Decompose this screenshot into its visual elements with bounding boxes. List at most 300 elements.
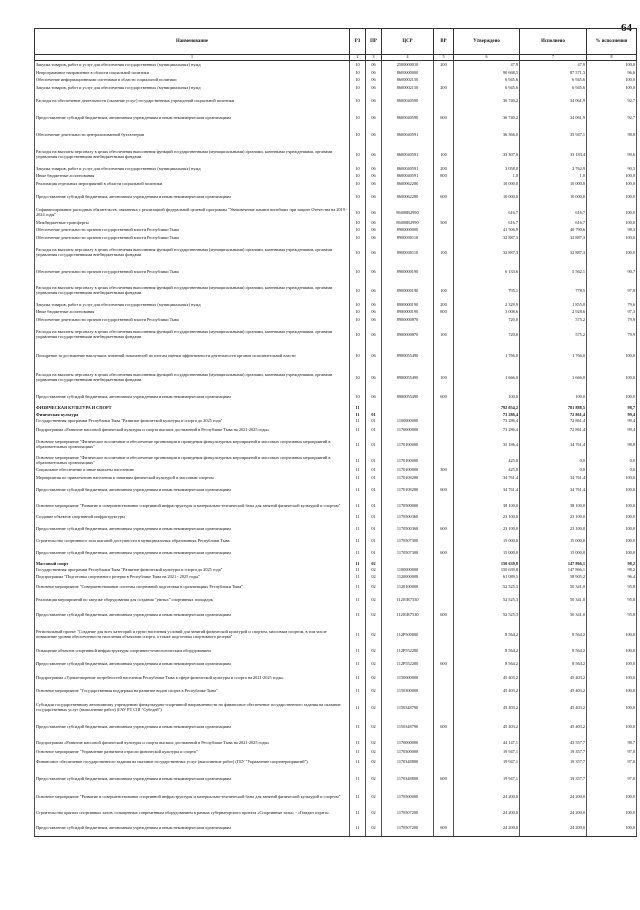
cell-rz: 10 [350, 84, 366, 93]
cell-approved: 720,0 [454, 324, 520, 346]
cell-pr: 06 [366, 220, 382, 227]
cell-executed: 8 564,2 [520, 657, 587, 672]
cell-vr [434, 672, 454, 685]
cell-approved: 45 403,2 [454, 698, 520, 718]
cell-name: Закупка товаров, работ и услуг для обеспечения государственных (муниципальных) нужд [35, 84, 350, 93]
table-row [35, 173, 637, 180]
cell-percent: 100,0 [587, 180, 637, 188]
cell-csr: 1170500360 [382, 513, 434, 522]
table-row [35, 607, 637, 624]
cell-name: Государственная программа Республики Тыва "Развитие физической культуры и спорта до 2025 года" [35, 418, 350, 425]
cell-csr: 8900000190 [382, 302, 434, 309]
table-row [35, 280, 637, 302]
table-row [35, 737, 637, 749]
cell-pr: 01 [366, 482, 382, 499]
cell-rz: 10 [350, 346, 366, 366]
cell-rz: 10 [350, 110, 366, 127]
cell-name: Иные бюджетные ассигнования [35, 309, 350, 316]
cell-rz: 10 [350, 173, 366, 180]
cell-csr: 1150348790 [382, 718, 434, 737]
cell-approved: 1 766,0 [454, 346, 520, 366]
cell-name: Обеспечение деятельности органов государственной власти Республики Тыва [35, 234, 350, 242]
cell-pr: 02 [366, 756, 382, 769]
cell-pr: 01 [366, 474, 382, 482]
cell-name: Массовый спорт [35, 561, 350, 567]
cell-vr: 600 [434, 482, 454, 499]
table-row [35, 220, 637, 227]
cell-approved: 1 666,0 [454, 366, 520, 390]
cell-csr: 1170500000 [382, 499, 434, 513]
cell-vr: 200 [434, 166, 454, 173]
cell-executed: 32 887,3 [520, 242, 587, 264]
cell-csr: 8600040591 [382, 127, 434, 144]
cell-percent: 97,3 [587, 309, 637, 316]
cell-percent: 0,0 [587, 455, 637, 467]
table-row [35, 482, 637, 499]
cell-name: Физическая культура [35, 412, 350, 418]
cell-rz: 10 [350, 302, 366, 309]
cell-approved: 19 947,1 [454, 769, 520, 789]
cell-pr: 06 [366, 127, 382, 144]
cell-executed: 575,2 [520, 324, 587, 346]
cell-vr: 200 [434, 61, 454, 71]
cell-vr [434, 227, 454, 234]
cell-pr: 01 [366, 537, 382, 545]
cell-approved: 10 000,0 [454, 188, 520, 206]
cell-pr: 06 [366, 166, 382, 173]
cell-name: Предоставление субсидий бюджетным, автономным учреждениям и иным некоммерческим организациям [35, 110, 350, 127]
cell-executed: 45 403,2 [520, 718, 587, 737]
cell-rz: 10 [350, 234, 366, 242]
cell-percent: 100,0 [587, 513, 637, 522]
cell-pr: 06 [366, 346, 382, 366]
cell-name: Закупка товаров, работ и услуг для обеспечения государственных (муниципальных) нужд [35, 302, 350, 309]
cell-pr: 02 [366, 672, 382, 685]
cell-executed: 45 403,2 [520, 698, 587, 718]
cell-pr: 06 [366, 366, 382, 390]
cell-name: Подпрограмма «Развитие массовой физической культуры и спорта высших достижений в Республике Тыва на 2021-2025 годы» [35, 425, 350, 435]
cell-csr: 1170348800 [382, 769, 434, 789]
cell-percent: 98,8 [587, 127, 637, 144]
cell-rz: 11 [350, 499, 366, 513]
cell-csr: 8600040590 [382, 93, 434, 110]
cell-rz: 10 [350, 242, 366, 264]
cell-executed: 15 000,0 [520, 545, 587, 561]
cell-pr: 06 [366, 173, 382, 180]
cell-pr: 06 [366, 188, 382, 206]
cell-approved: 52 525,3 [454, 594, 520, 607]
cell-csr: 11201R7530 [382, 607, 434, 624]
cell-vr: 500 [434, 220, 454, 227]
column-index: 2 [350, 55, 366, 61]
cell-executed: 10 000,0 [520, 180, 587, 188]
cell-name: Реализация отдельных мероприятий в области социальной политики [35, 180, 350, 188]
cell-csr: 8600040591 [382, 166, 434, 173]
cell-csr: 1150000000 [382, 672, 434, 685]
cell-approved: 2 329,9 [454, 302, 520, 309]
cell-rz: 10 [350, 61, 366, 71]
cell-vr [434, 685, 454, 698]
column-index: 5 [434, 55, 454, 61]
cell-percent: 98,2 [587, 567, 637, 573]
table-row [35, 467, 637, 474]
cell-percent: 0,0 [587, 467, 637, 474]
table-row [35, 180, 637, 188]
cell-percent: 100,0 [587, 220, 637, 227]
cell-csr: 8900000870 [382, 324, 434, 346]
cell-name: Подпрограмма "Подготовка спортивного резерва в Республике Тыва на 2021 - 2025 годы" [35, 573, 350, 581]
table-row [35, 425, 637, 435]
cell-percent: 100,0 [587, 77, 637, 84]
cell-executed: 34 761,4 [520, 474, 587, 482]
cell-name: Подпрограмма «Удовлетворение потребностей населения Республики Тыва в сфере физической культуры и спорта на 2021-2025 годы» [35, 672, 350, 685]
cell-executed: 5 562,1 [520, 264, 587, 280]
cell-percent: 96,6 [587, 70, 637, 77]
cell-executed: 0,0 [520, 467, 587, 474]
cell-name: Расходы на выплаты персоналу в целях обеспечения выполнения функций государственными (муниципальными) органами, казенными учреждениями, органами управления государственными внебюджетными фондами [35, 366, 350, 390]
cell-percent: 100,0 [587, 366, 637, 390]
table-row [35, 84, 637, 93]
table-row [35, 646, 637, 657]
cell-percent: 99,4 [587, 412, 637, 418]
cell-pr: 06 [366, 316, 382, 324]
cell-name: Обеспечение деятельности централизованной бухгалтерии [35, 127, 350, 144]
table-row [35, 769, 637, 789]
cell-approved: 45 403,2 [454, 672, 520, 685]
cell-rz: 11 [350, 698, 366, 718]
cell-pr: 06 [366, 61, 382, 71]
cell-pr: 02 [366, 657, 382, 672]
cell-name: Предоставление субсидий бюджетным, автономным учреждениям и иным некоммерческим организациям [35, 482, 350, 499]
cell-percent: 92,7 [587, 93, 637, 110]
cell-csr: 8900055490 [382, 390, 434, 405]
cell-rz: 10 [350, 309, 366, 316]
cell-name: Расходы на выплаты персоналу в целях обеспечения выполнения функций государственными (муниципальными) органами, казенными учреждениями, органами управления государственными внебюджетными фондами [35, 144, 350, 166]
cell-vr [434, 573, 454, 581]
cell-csr: 86000R2990 [382, 206, 434, 220]
cell-percent: 100,0 [587, 672, 637, 685]
cell-pr: 01 [366, 467, 382, 474]
cell-executed: 1 666,0 [520, 366, 587, 390]
cell-name: Строительство крытых спортивных залов, оснащенных современным оборудованием в рамках губернаторского проекта «Спортивные залы» - «Гимдан олдата» [35, 806, 350, 820]
table-row [35, 513, 637, 522]
cell-executed: 8 564,2 [520, 624, 587, 646]
table-row [35, 144, 637, 166]
cell-pr: 02 [366, 624, 382, 646]
cell-percent: 100,0 [587, 698, 637, 718]
cell-percent: 100,0 [587, 474, 637, 482]
cell-approved: 6 945,6 [454, 77, 520, 84]
cell-vr: 600 [434, 390, 454, 405]
cell-approved: 44 147,1 [454, 737, 520, 749]
cell-csr: 1170100000 [382, 435, 434, 455]
cell-rz: 11 [350, 769, 366, 789]
cell-pr: 06 [366, 110, 382, 127]
cell-rz: 11 [350, 537, 366, 545]
cell-name: Непрограммное направление в области социальной политики [35, 70, 350, 77]
cell-percent: 98,2 [587, 561, 637, 567]
cell-csr: 8900055490 [382, 346, 434, 366]
table-row [35, 756, 637, 769]
cell-vr: 600 [434, 522, 454, 537]
cell-csr: 1170300000 [382, 749, 434, 756]
cell-executed: 147 866,1 [520, 561, 587, 567]
cell-approved: 41 506,9 [454, 227, 520, 234]
cell-rz: 11 [350, 418, 366, 425]
cell-executed: 24 200,0 [520, 806, 587, 820]
cell-csr: 1170507300 [382, 537, 434, 545]
cell-csr: 8600040591 [382, 144, 434, 166]
cell-pr: 02 [366, 737, 382, 749]
cell-name: Предоставление субсидий бюджетным, автономным учреждениям и иным некоммерческим организациям [35, 522, 350, 537]
cell-percent: 97,0 [587, 749, 637, 756]
cell-approved: 23 100,0 [454, 522, 520, 537]
cell-vr [434, 425, 454, 435]
cell-csr: 112P552280 [382, 646, 434, 657]
cell-csr: 8600040591 [382, 173, 434, 180]
cell-name: Государственная программа Республики Тыва "Развитие физической культуры и спорта до 2025 года" [35, 567, 350, 573]
cell-executed: 72 861,4 [520, 418, 587, 425]
cell-csr: 1170348800 [382, 756, 434, 769]
cell-executed: 38 100,0 [520, 499, 587, 513]
cell-csr: 8600062280 [382, 188, 434, 206]
cell-percent: 100,0 [587, 657, 637, 672]
table-row [35, 749, 637, 756]
cell-executed: 778,5 [520, 280, 587, 302]
cell-vr: 100 [434, 144, 454, 166]
cell-rz: 11 [350, 749, 366, 756]
cell-percent: 100,0 [587, 789, 637, 806]
cell-percent: 100,0 [587, 390, 637, 405]
cell-approved: 47,9 [454, 61, 520, 71]
cell-pr: 02 [366, 820, 382, 837]
table-row [35, 698, 637, 718]
cell-vr [434, 737, 454, 749]
header-csr: ЦСР [382, 29, 434, 55]
cell-executed: 6 945,6 [520, 77, 587, 84]
cell-vr [434, 499, 454, 513]
cell-rz: 10 [350, 280, 366, 302]
cell-executed: 1 855,0 [520, 302, 587, 309]
cell-csr: 8600002150 [382, 77, 434, 84]
cell-name: Закупка товаров, работ и услуг для обеспечения государственных (муниципальных) нужд [35, 61, 350, 71]
cell-csr: 8600040590 [382, 110, 434, 127]
cell-name: Реализация мероприятий по закупке оборудования для создания "умных" спортивных площадок [35, 594, 350, 607]
cell-approved: 35 186,4 [454, 435, 520, 455]
cell-approved: 6 133,6 [454, 264, 520, 280]
cell-approved: 10 000,0 [454, 180, 520, 188]
cell-pr: 02 [366, 806, 382, 820]
table-row [35, 537, 637, 545]
table-row [35, 499, 637, 513]
cell-executed: 15 000,0 [520, 537, 587, 545]
table-row [35, 227, 637, 234]
cell-vr: 100 [434, 324, 454, 346]
cell-percent: 98,7 [587, 405, 637, 412]
table-row [35, 110, 637, 127]
cell-csr: 1100000000 [382, 567, 434, 573]
table-row [35, 405, 637, 412]
cell-executed: 2 928,6 [520, 309, 587, 316]
cell-rz: 11 [350, 425, 366, 435]
cell-vr: 300 [434, 467, 454, 474]
cell-vr [434, 537, 454, 545]
table-row [35, 127, 637, 144]
cell-vr: 600 [434, 110, 454, 127]
cell-csr: 1170000000 [382, 737, 434, 749]
cell-approved: 8 564,2 [454, 646, 520, 657]
cell-approved: 795,1 [454, 280, 520, 302]
cell-name: Закупка товаров, работ и услуг для обеспечения государственных (муниципальных) нужд [35, 166, 350, 173]
cell-rz: 10 [350, 206, 366, 220]
table-row [35, 718, 637, 737]
table-row [35, 346, 637, 366]
cell-name: Обеспечение деятельности органов государственной власти Республики Тыва [35, 316, 350, 324]
cell-name: Предоставление субсидий бюджетным, автономным учреждениям и иным некоммерческим организациям [35, 390, 350, 405]
cell-vr: 600 [434, 718, 454, 737]
cell-vr: 800 [434, 173, 454, 180]
cell-name: Поощрение за достижение наилучших значений показателей по итогам оценки эффективности деятельности органов исполнительной власти [35, 346, 350, 366]
header-name: Наименование [35, 29, 350, 55]
cell-csr: 86000R2990 [382, 220, 434, 227]
cell-executed: 50 341,0 [520, 581, 587, 594]
cell-name: Основное мероприятие "Развитие и совершенствование спортивной инфраструктуры и материально-технической базы для занятий физической культурой и спортом" [35, 499, 350, 513]
cell-rz: 11 [350, 737, 366, 749]
cell-vr [434, 698, 454, 718]
cell-csr: 112P552280 [382, 657, 434, 672]
cell-rz: 10 [350, 144, 366, 166]
cell-percent: 96,4 [587, 573, 637, 581]
cell-pr: 02 [366, 769, 382, 789]
cell-vr: 600 [434, 545, 454, 561]
cell-name: Мероприятия по привлечению населения к занятиям физической культурой и массовым спортом [35, 474, 350, 482]
cell-approved: 36 366,0 [454, 127, 520, 144]
cell-vr [434, 756, 454, 769]
cell-executed: 0,0 [520, 455, 587, 467]
cell-csr: 1170507200 [382, 806, 434, 820]
table-row [35, 390, 637, 405]
header-vr: ВР [434, 29, 454, 55]
cell-rz: 11 [350, 657, 366, 672]
cell-approved: 32 887,3 [454, 242, 520, 264]
cell-approved: 24 200,0 [454, 806, 520, 820]
cell-rz: 10 [350, 180, 366, 188]
cell-percent: 100,0 [587, 346, 637, 366]
cell-pr: 06 [366, 280, 382, 302]
cell-percent: 79,9 [587, 316, 637, 324]
cell-executed: 58 905,2 [520, 573, 587, 581]
table-row [35, 806, 637, 820]
cell-name: Строительство спортивного зала шаговой доступности в муниципальных образованиях Республики Тыва [35, 537, 350, 545]
cell-rz: 10 [350, 220, 366, 227]
cell-name: Основное мероприятие "Совершенствование системы спортивной подготовки в организациях Республики Тыва" [35, 581, 350, 594]
cell-pr: 06 [366, 70, 382, 77]
header-percent: % исполнения [587, 29, 637, 55]
cell-percent: 99,4 [587, 425, 637, 435]
cell-pr: 01 [366, 425, 382, 435]
table-row [35, 573, 637, 581]
cell-name: Софинансирование расходных обязательств, связанных с реализацией федеральной целевой программы "Увековечение памяти погибших при защите Отечества на 2019 - 2024 годы" [35, 206, 350, 220]
table-row [35, 672, 637, 685]
cell-vr [434, 264, 454, 280]
cell-percent: 100,0 [587, 545, 637, 561]
cell-csr: 8900000110 [382, 242, 434, 264]
cell-rz: 10 [350, 166, 366, 173]
cell-name: Иные бюджетные ассигнования [35, 173, 350, 180]
cell-name: Предоставление субсидий бюджетным, автономным учреждениям и иным некоммерческим организациям [35, 769, 350, 789]
cell-approved: 1,0 [454, 173, 520, 180]
cell-vr [434, 455, 454, 467]
table-row [35, 166, 637, 173]
cell-csr: 1170500360 [382, 522, 434, 537]
cell-approved: 24 200,0 [454, 820, 520, 837]
table-row [35, 435, 637, 455]
cell-pr: 01 [366, 522, 382, 537]
cell-rz: 11 [350, 646, 366, 657]
cell-executed: 40 790,6 [520, 227, 587, 234]
cell-pr: 01 [366, 412, 382, 418]
cell-percent: 100,0 [587, 522, 637, 537]
cell-executed: 47,9 [520, 61, 587, 71]
cell-approved: 8 564,2 [454, 624, 520, 646]
cell-csr: 8900000000 [382, 227, 434, 234]
cell-pr: 01 [366, 435, 382, 455]
cell-rz: 10 [350, 188, 366, 206]
cell-executed: 2 762,9 [520, 166, 587, 173]
cell-vr [434, 624, 454, 646]
cell-csr: 2500000010 [382, 61, 434, 71]
cell-approved: 720,0 [454, 316, 520, 324]
cell-rz: 11 [350, 435, 366, 455]
cell-vr [434, 77, 454, 84]
cell-csr: 8900055490 [382, 366, 434, 390]
table-row [35, 366, 637, 390]
cell-rz: 10 [350, 264, 366, 280]
cell-csr: 11201R7530 [382, 594, 434, 607]
cell-rz: 10 [350, 390, 366, 405]
cell-approved: 19 947,1 [454, 749, 520, 756]
cell-executed: 87 571,3 [520, 70, 587, 77]
cell-rz: 10 [350, 227, 366, 234]
cell-vr: 600 [434, 188, 454, 206]
cell-approved: 73 286,4 [454, 425, 520, 435]
cell-csr: 1170507200 [382, 820, 434, 837]
table-row [35, 522, 637, 537]
header-rz: РЗ [350, 29, 366, 55]
cell-vr [434, 234, 454, 242]
cell-approved: 73 286,4 [454, 418, 520, 425]
cell-rz: 11 [350, 756, 366, 769]
cell-executed: 50 341,0 [520, 594, 587, 607]
cell-name: Расходы на обеспечение деятельности (оказание услуг) государственных учреждений социальной политики [35, 93, 350, 110]
cell-csr: 1120000000 [382, 573, 434, 581]
cell-csr: 8900000870 [382, 316, 434, 324]
cell-approved: 45 403,2 [454, 685, 520, 698]
cell-rz: 11 [350, 467, 366, 474]
cell-rz: 10 [350, 316, 366, 324]
cell-approved: 150 639,8 [454, 567, 520, 573]
cell-csr: 8900000190 [382, 264, 434, 280]
cell-pr: 06 [366, 264, 382, 280]
cell-approved: 36 740,2 [454, 93, 520, 110]
cell-approved: 45 403,2 [454, 718, 520, 737]
cell-percent: 100,0 [587, 188, 637, 206]
cell-name: Региональный проект "Создание для всех категорий и групп населения условий для занятий физической культурой и спортом, массовым спортом, в том числе повышение уровня обеспеченности населения объектами спорта, а также подготовка спортивного резерва" [35, 624, 350, 646]
cell-rz: 11 [350, 806, 366, 820]
cell-csr: 8600062280 [382, 180, 434, 188]
cell-rz: 10 [350, 93, 366, 110]
cell-pr: 02 [366, 646, 382, 657]
